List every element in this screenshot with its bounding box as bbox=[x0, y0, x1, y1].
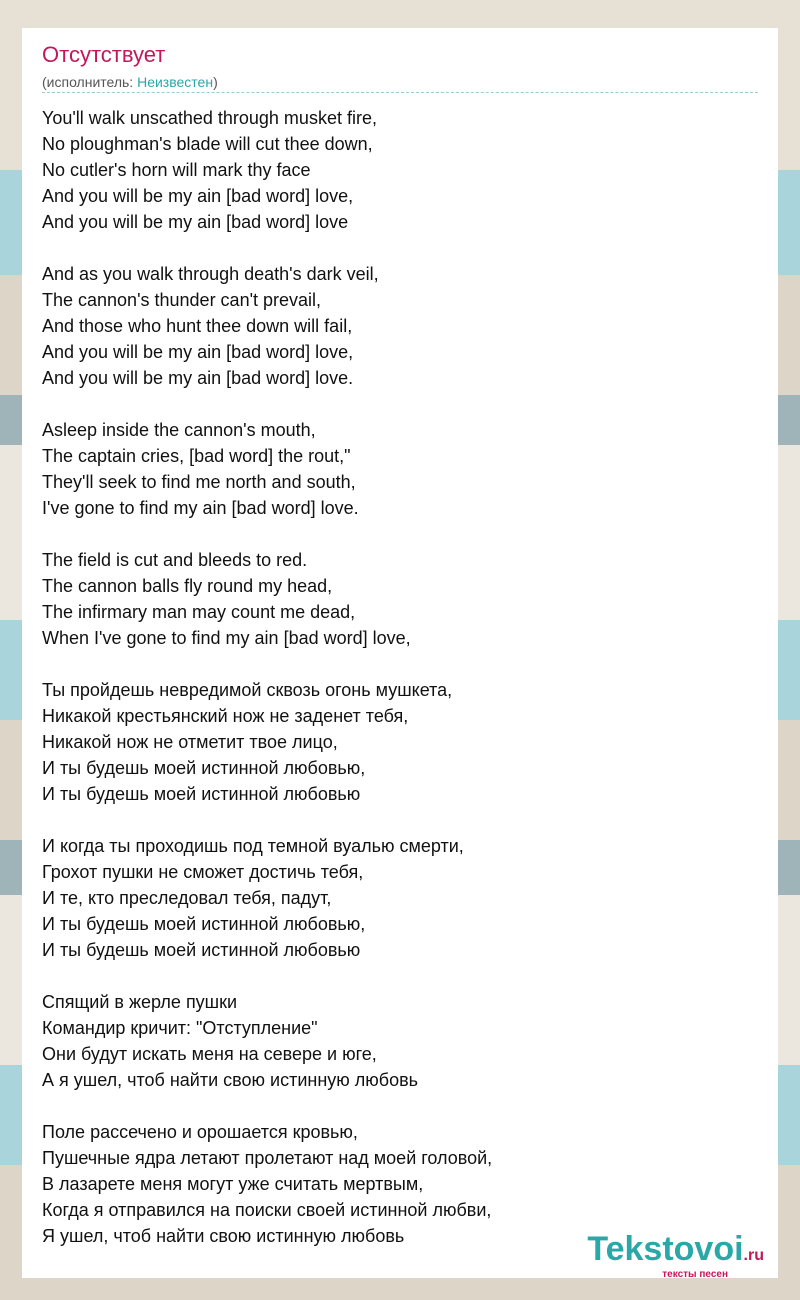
lyric-line: И те, кто преследовал тебя, падут, bbox=[42, 888, 332, 908]
lyric-line: The infirmary man may count me dead, bbox=[42, 602, 356, 622]
lyric-line: Никакой крестьянский нож не заденет тебя, bbox=[42, 706, 409, 726]
logo-tld: .ru bbox=[743, 1247, 764, 1264]
lyrics-text bbox=[42, 105, 758, 1249]
lyric-line: And you will be my ain [bad word] love bbox=[42, 212, 349, 232]
lyric-line: И ты будешь моей истинной любовью bbox=[42, 784, 361, 804]
lyric-line: В лазарете меня могут уже считать мертвым, bbox=[42, 1174, 424, 1194]
lyric-line: And you will be my ain [bad word] love, bbox=[42, 342, 354, 362]
lyric-line: Поле рассечено и орошается кровью, bbox=[42, 1122, 358, 1142]
lyric-line: And those who hunt thee down will fail, bbox=[42, 316, 353, 336]
lyric-line: And as you walk through death's dark veil, bbox=[42, 264, 379, 284]
lyric-line: И ты будешь моей истинной любовью, bbox=[42, 758, 366, 778]
lyric-line: And you will be my ain [bad word] love, bbox=[42, 186, 354, 206]
lyric-line: And you will be my ain [bad word] love. bbox=[42, 368, 354, 388]
lyric-line: И когда ты проходишь под темной вуалью смерти, bbox=[42, 836, 464, 856]
logo-tagline: тексты песен bbox=[662, 1269, 728, 1280]
logo-wordmark bbox=[587, 1232, 764, 1273]
lyric-line: The cannon's thunder can't prevail, bbox=[42, 290, 322, 310]
lyric-line: You'll walk unscathed through musket fire, bbox=[42, 108, 377, 128]
lyric-line: No ploughman's blade will cut thee down, bbox=[42, 134, 373, 154]
lyric-line: Пушечные ядра летают пролетают над моей головой, bbox=[42, 1148, 493, 1168]
stanza bbox=[42, 989, 758, 1093]
artist-prefix: (исполнитель: bbox=[42, 74, 138, 90]
song-title: Отсутствует bbox=[42, 42, 166, 67]
lyrics-card bbox=[22, 28, 778, 1278]
lyric-line: Спящий в жерле пушки bbox=[42, 992, 238, 1012]
stanza-gap bbox=[42, 651, 758, 677]
lyric-line: Когда я отправился на поиски своей истинной любви, bbox=[42, 1200, 492, 1220]
lyric-line: Грохот пушки не сможет достичь тебя, bbox=[42, 862, 364, 882]
stanza-gap bbox=[42, 391, 758, 417]
site-logo[interactable] bbox=[587, 1232, 764, 1280]
lyric-line: Asleep inside the cannon's mouth, bbox=[42, 420, 316, 440]
stanza-gap bbox=[42, 521, 758, 547]
lyric-line: I've gone to find my ain [bad word] love. bbox=[42, 498, 359, 518]
stanza bbox=[42, 417, 758, 521]
lyric-line: When I've gone to find my ain [bad word] love, bbox=[42, 628, 411, 648]
stanza bbox=[42, 677, 758, 807]
lyric-line: Они будут искать меня на севере и юге, bbox=[42, 1044, 377, 1064]
lyric-line: The captain cries, [bad word] the rout," bbox=[42, 446, 351, 466]
stanza bbox=[42, 833, 758, 963]
artist-suffix: ) bbox=[213, 74, 218, 90]
artist-line bbox=[42, 74, 218, 90]
lyric-line: The field is cut and bleeds to red. bbox=[42, 550, 308, 570]
lyric-line: Никакой нож не отметит твое лицо, bbox=[42, 732, 338, 752]
lyric-line: Ты пройдешь невредимой сквозь огонь мушкета, bbox=[42, 680, 453, 700]
lyric-line: The cannon balls fly round my head, bbox=[42, 576, 333, 596]
lyric-line: И ты будешь моей истинной любовью, bbox=[42, 914, 366, 934]
stanza bbox=[42, 547, 758, 651]
lyric-line: Командир кричит: "Отступление" bbox=[42, 1018, 318, 1038]
logo-name: Tekstovoi bbox=[587, 1230, 744, 1268]
stanza bbox=[42, 105, 758, 235]
stanza-gap bbox=[42, 1093, 758, 1119]
stanza-gap bbox=[42, 807, 758, 833]
lyric-line: А я ушел, чтоб найти свою истинную любовь bbox=[42, 1070, 419, 1090]
lyric-line: No cutler's horn will mark thy face bbox=[42, 160, 311, 180]
stanza-gap bbox=[42, 235, 758, 261]
stanza bbox=[42, 261, 758, 391]
stanza-gap bbox=[42, 963, 758, 989]
artist-link[interactable]: Неизвестен bbox=[137, 74, 214, 90]
lyric-line: Я ушел, чтоб найти свою истинную любовь bbox=[42, 1226, 405, 1246]
lyric-line: They'll seek to find me north and south, bbox=[42, 472, 356, 492]
divider bbox=[42, 92, 758, 93]
lyric-line: И ты будешь моей истинной любовью bbox=[42, 940, 361, 960]
